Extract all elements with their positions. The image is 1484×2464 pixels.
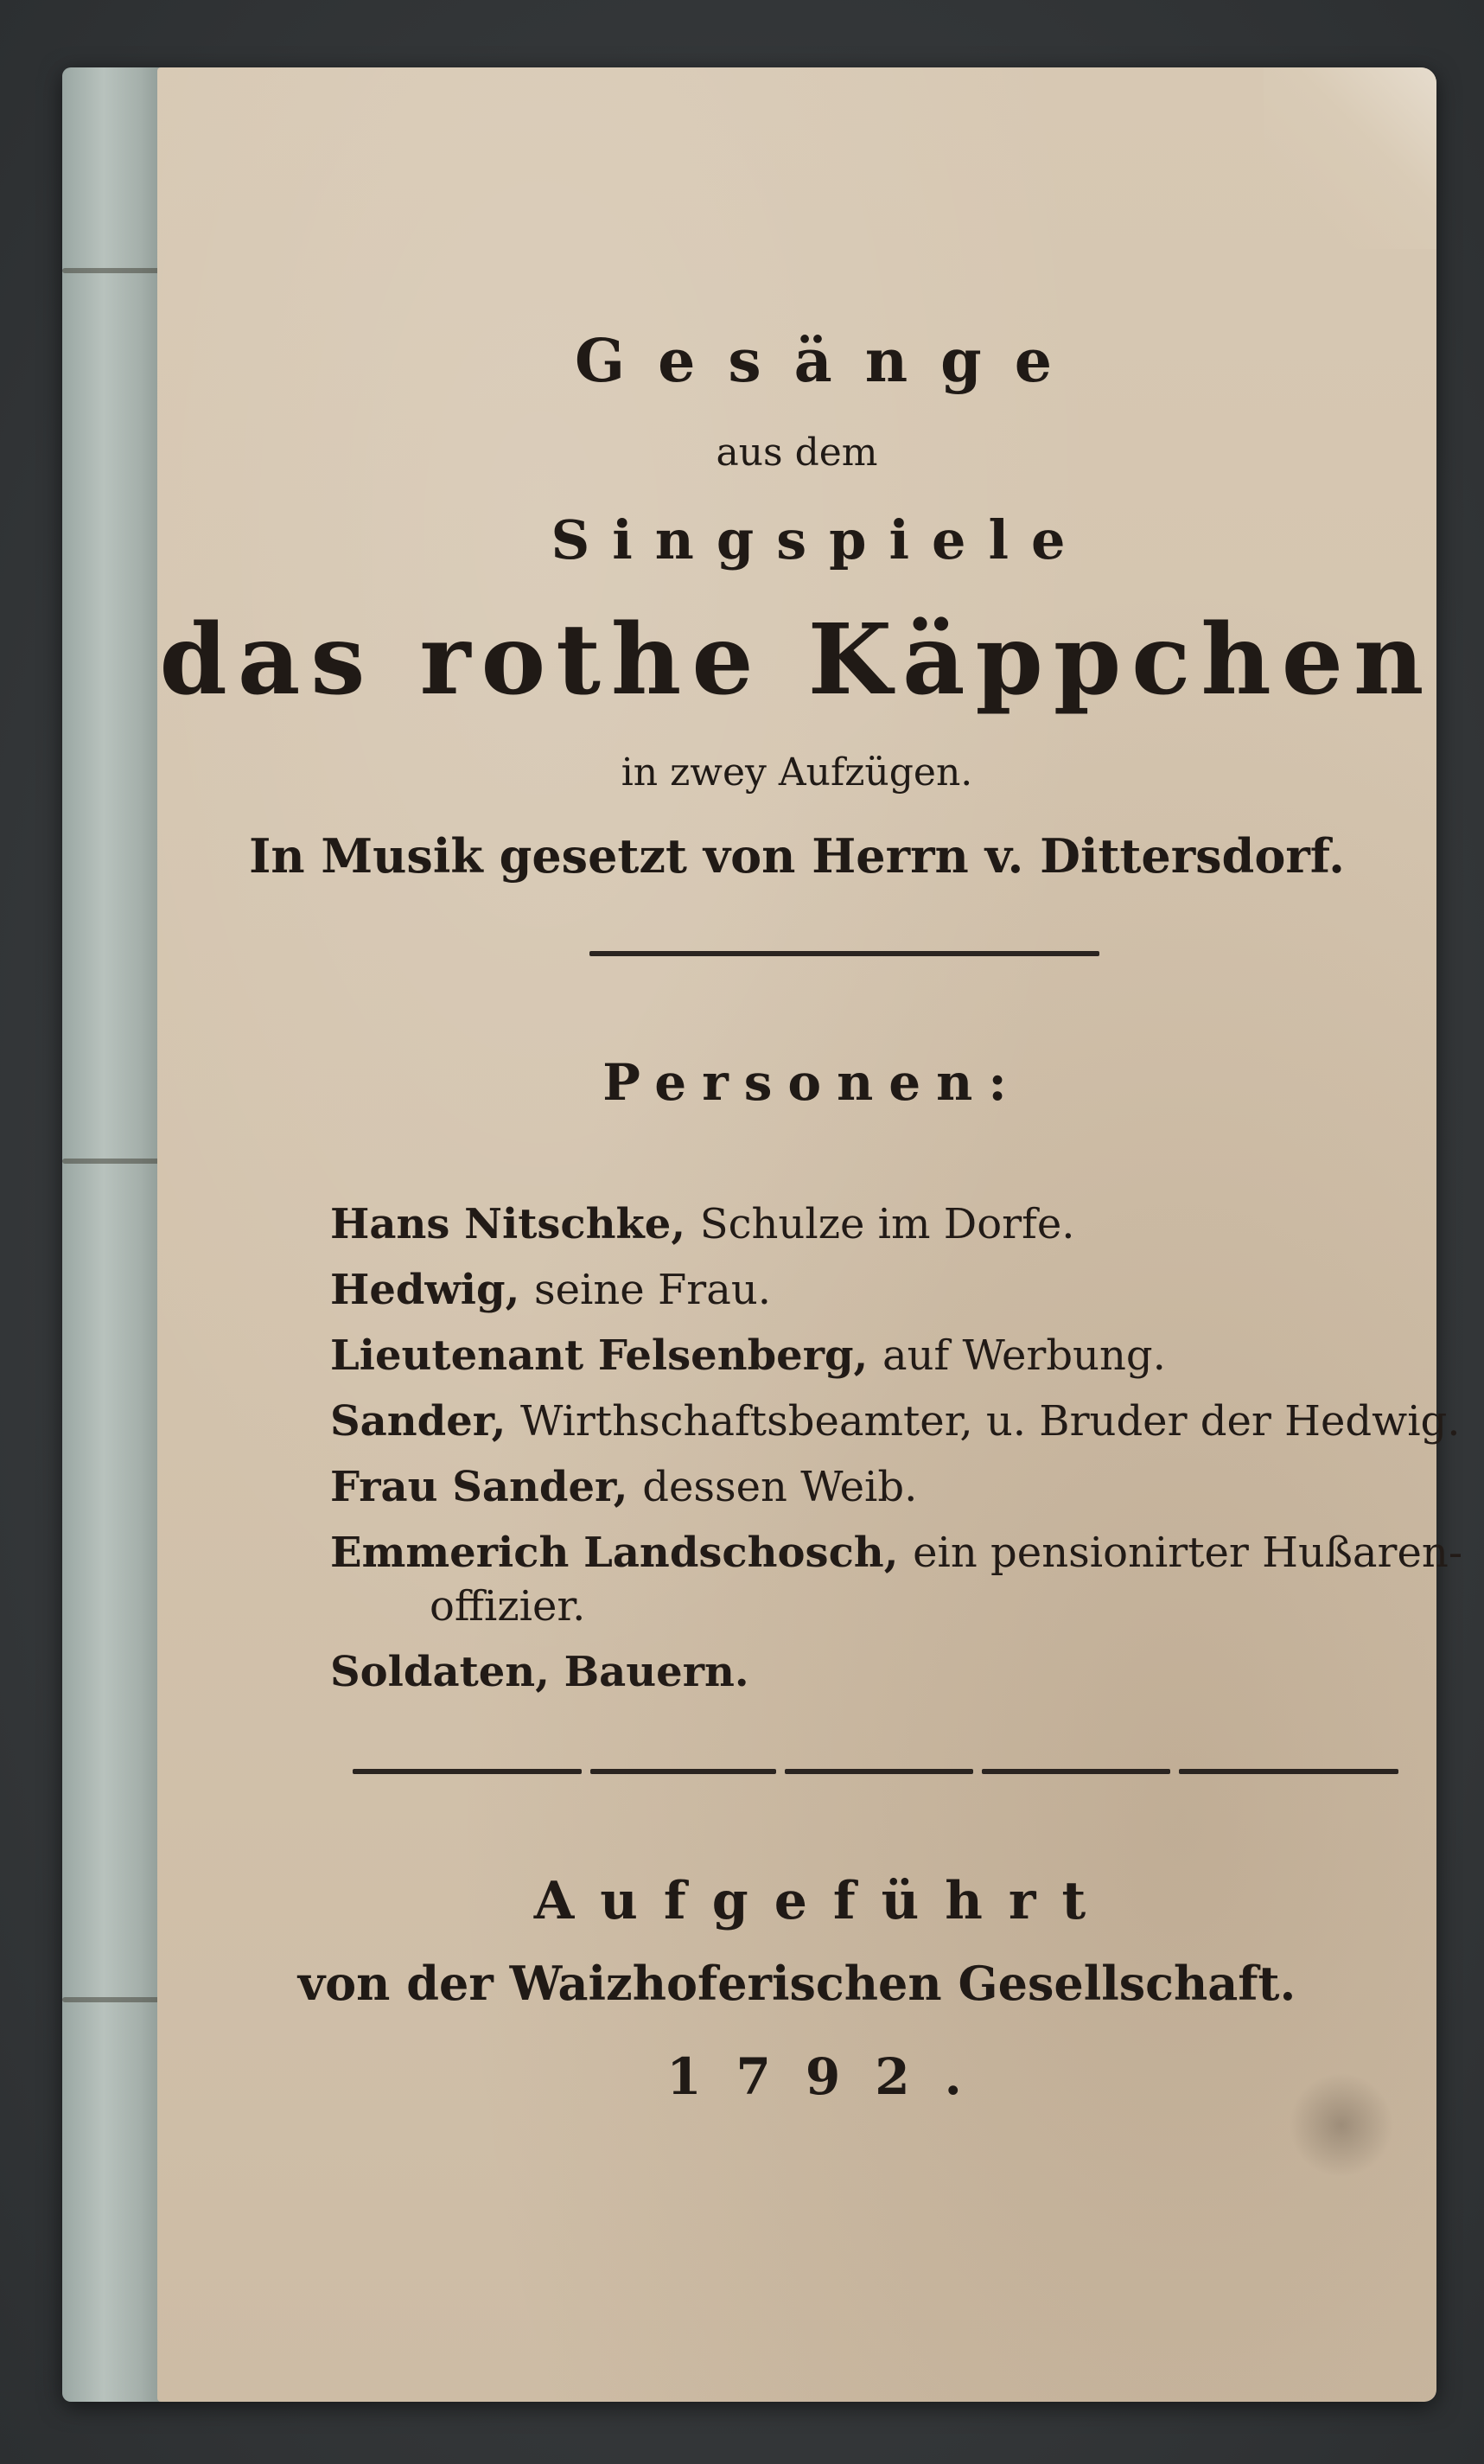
performance-year: 1792. xyxy=(666,2047,997,2106)
pamphlet xyxy=(62,67,1463,2402)
heading-gesaenge: Gesänge xyxy=(575,327,1085,396)
heading-preposition: aus dem xyxy=(716,431,878,475)
cast-member xyxy=(330,1323,1350,1388)
cast-member xyxy=(330,1257,1350,1323)
cast-member xyxy=(330,1454,1350,1520)
cast-list xyxy=(330,1191,1463,1705)
cast-member-role: Schulze im Dorfe. xyxy=(699,1200,1075,1248)
page-corner-crease xyxy=(1264,67,1436,249)
main-title: das rothe Käppchen xyxy=(159,603,1435,717)
cast-member-name: Frau Sander, xyxy=(330,1463,628,1511)
cast-member-role: auf Werbung. xyxy=(882,1331,1166,1380)
cast-member xyxy=(330,1191,1350,1257)
pamphlet-spine xyxy=(62,67,166,2402)
cast-member-name: Hans Nitschke, xyxy=(330,1200,686,1248)
divider-rule-bottom xyxy=(353,1769,1398,1774)
cast-member xyxy=(330,1388,1461,1454)
performance-company: von der Waizhoferischen Gesellschaft. xyxy=(297,1956,1296,2011)
cast-member xyxy=(330,1639,1350,1705)
cast-member-role-continued: offizier. xyxy=(430,1582,586,1631)
cast-member-role: Wirthschaftsbeamter, u. Bruder der Hedwig. xyxy=(520,1397,1461,1446)
cast-member-role: dessen Weib. xyxy=(642,1463,918,1511)
cast-heading: Personen: xyxy=(602,1053,1022,1112)
cast-member-role: ein pensionirter Hußaren- xyxy=(913,1529,1463,1577)
divider-rule-top xyxy=(589,951,1099,956)
cast-member-name: Emmerich Landschosch, xyxy=(330,1529,899,1577)
acts-line: in zwey Aufzügen. xyxy=(621,750,973,795)
composer-line: In Musik gesetzt von Herrn v. Dittersdorf. xyxy=(249,828,1345,884)
cast-member-role: seine Frau. xyxy=(534,1266,772,1314)
cast-member-name: Soldaten, Bauern. xyxy=(330,1648,749,1696)
cast-member-name: Hedwig, xyxy=(330,1266,520,1314)
cast-member-name: Lieutenant Felsenberg, xyxy=(330,1331,869,1380)
heading-genre: Singspiele xyxy=(551,508,1088,571)
performance-label: Aufgeführt xyxy=(533,1871,1112,1931)
title-page xyxy=(157,67,1463,2402)
cast-member-name: Sander, xyxy=(330,1397,506,1446)
